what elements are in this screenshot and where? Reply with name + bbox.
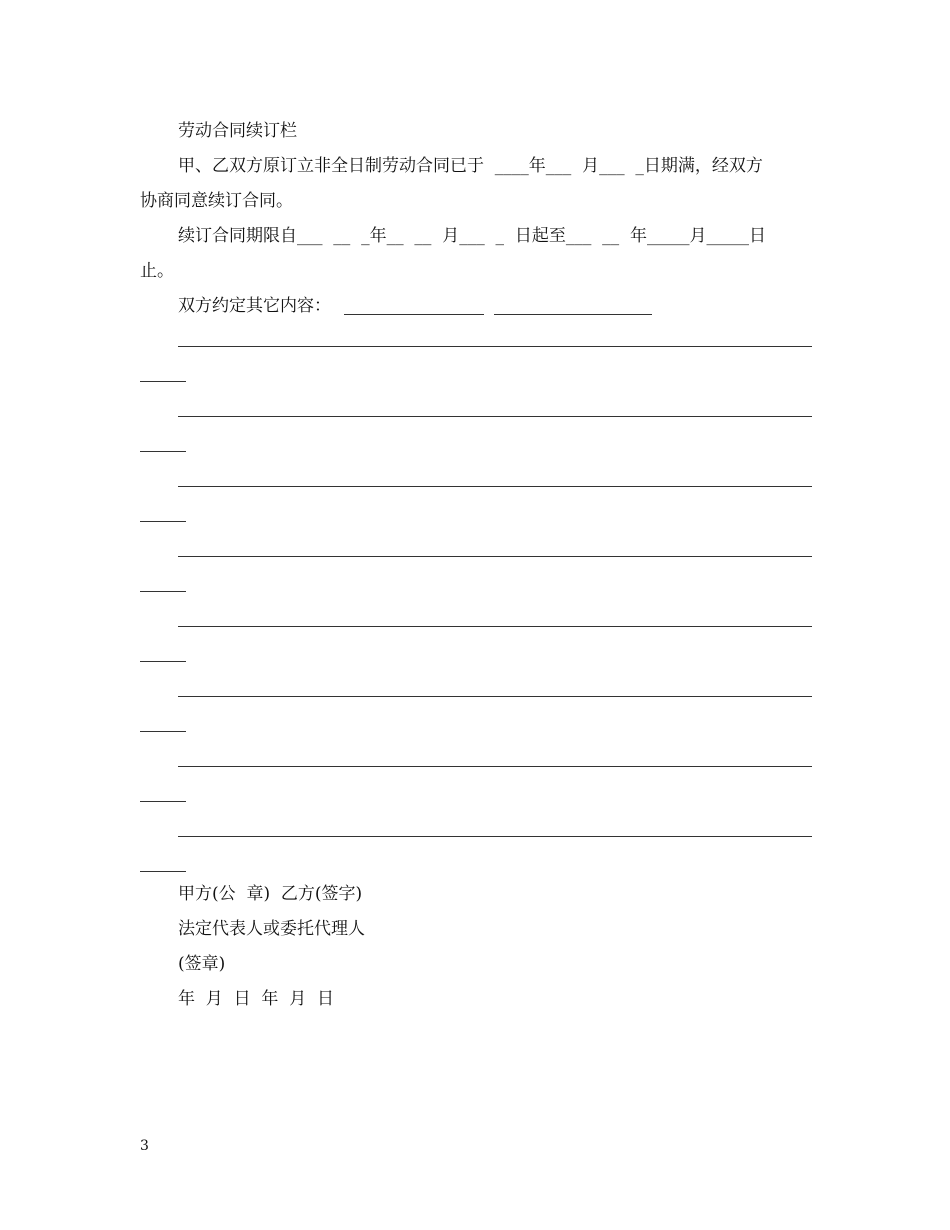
blank-line [178,836,812,837]
signature-parties: 甲方(公 章) 乙方(签字) [178,884,363,904]
other-terms-blank-1 [344,314,484,315]
other-terms-label: 双方约定其它内容： [178,296,331,316]
blank-line [178,486,812,487]
blank-line-tail [140,591,186,592]
blank-line [178,416,812,417]
blank-line-tail [140,871,186,872]
paragraph-expiry-line2: 协商同意续订合同。 [140,191,293,211]
blank-line-tail [140,731,186,732]
blank-line-tail [140,801,186,802]
blank-line [178,696,812,697]
paragraph-renewal-term-line1: 续订合同期限自___ __ _年__ __ 月___ _ 日起至___ __ 年_____月_____日 [178,226,766,246]
signature-seal: (签章) [178,954,226,974]
paragraph-renewal-term-line2: 止。 [140,261,174,281]
paragraph-expiry-line1: 甲、乙双方原订立非全日制劳动合同已于 ____年___ 月___ _日期满，经双方 [178,156,763,176]
blank-line [178,346,812,347]
blank-line-tail [140,521,186,522]
blank-line [178,626,812,627]
signature-representative: 法定代表人或委托代理人 [178,919,365,939]
page-number: 3 [140,1138,149,1154]
blank-line [178,766,812,767]
blank-line [178,556,812,557]
signature-date: 年 月 日 年 月 日 [178,989,335,1009]
other-terms-blank-2 [494,314,652,315]
blank-line-tail [140,661,186,662]
blank-line-tail [140,451,186,452]
blank-line-tail [140,381,186,382]
section-heading: 劳动合同续订栏 [178,121,297,141]
